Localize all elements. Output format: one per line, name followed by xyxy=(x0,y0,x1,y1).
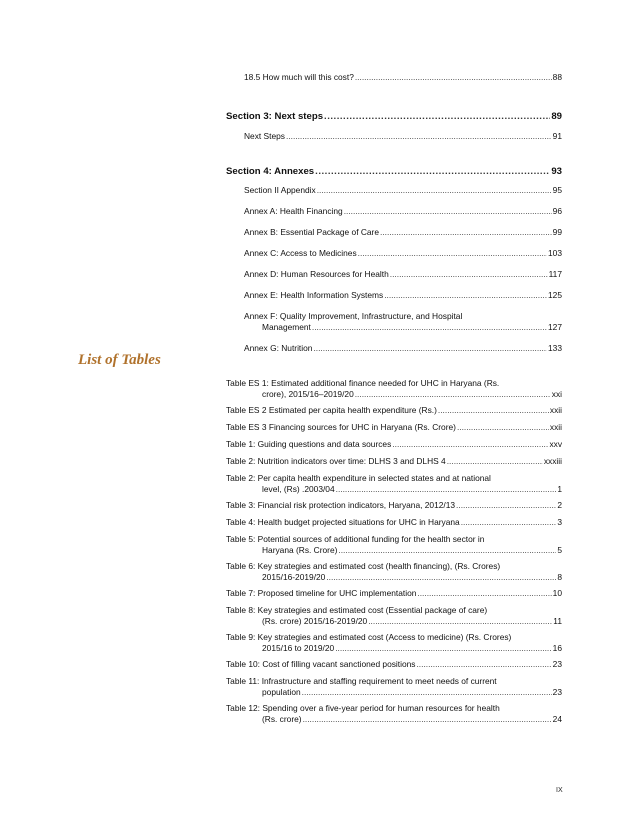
table-entry-line2: population xyxy=(262,687,301,697)
table-entry[interactable] xyxy=(226,534,562,556)
dot-leader xyxy=(457,422,549,433)
table-entry-page: 2 xyxy=(557,500,562,510)
table-entry-line2: (Rs. crore) xyxy=(262,714,302,724)
toc-section-4-heading[interactable] xyxy=(226,166,562,177)
table-entry-cont xyxy=(226,643,562,654)
table-entry-line1: Table 9: Key strategies and estimated cost (Access to medicine) (Rs. Crores) xyxy=(226,632,512,642)
table-entry[interactable] xyxy=(226,378,562,400)
table-entry[interactable] xyxy=(226,659,562,670)
toc-item-next-steps[interactable] xyxy=(226,131,562,142)
dot-leader xyxy=(338,545,556,556)
table-entry-line2: Haryana (Rs. Crore) xyxy=(262,545,338,555)
table-entry-cont xyxy=(226,545,562,556)
table-entry-page: 23 xyxy=(552,659,562,669)
toc-item-page: 99 xyxy=(552,227,562,237)
table-entry-cont xyxy=(226,616,562,627)
table-entry-page: xxii xyxy=(549,422,562,432)
table-entry-line1: Table ES 1: Estimated additional finance needed for UHC in Haryana (Rs. xyxy=(226,378,500,388)
dot-leader xyxy=(416,659,551,670)
toc-item-title: Annex C: Access to Medicines xyxy=(244,248,357,258)
toc-item-annex[interactable] xyxy=(226,185,562,196)
table-entry-page: 10 xyxy=(552,588,562,598)
toc-item-page: 117 xyxy=(548,269,562,279)
table-entry-page: xxi xyxy=(551,389,562,399)
table-entry-page: 23 xyxy=(552,687,562,697)
dot-leader xyxy=(312,322,547,333)
table-entry[interactable] xyxy=(226,456,562,467)
table-entry-page: 5 xyxy=(557,545,562,555)
dot-leader xyxy=(326,572,556,583)
table-entry-line2: crore), 2015/16–2019/20 xyxy=(262,389,354,399)
dot-leader xyxy=(461,517,557,528)
table-entry-page: 3 xyxy=(557,517,562,527)
table-entry[interactable] xyxy=(226,405,562,416)
toc-item-annex[interactable] xyxy=(226,290,562,301)
toc-item-title-line1: Annex F: Quality Improvement, Infrastructure, and Hospital xyxy=(244,311,463,321)
table-entry-page: xxxiii xyxy=(543,456,562,466)
dot-leader xyxy=(380,227,552,238)
toc-item-annex[interactable] xyxy=(226,206,562,217)
toc-item-title: Annex B: Essential Package of Care xyxy=(244,227,380,237)
table-entry-title: Table 1: Guiding questions and data sources xyxy=(226,439,392,449)
dot-leader xyxy=(390,269,548,280)
toc-item-page: 88 xyxy=(552,72,562,82)
dot-leader xyxy=(344,206,552,217)
table-entry[interactable] xyxy=(226,500,562,511)
toc-item-annex[interactable] xyxy=(226,269,562,280)
table-entry-line2: (Rs. crore) 2015/16-2019/20 xyxy=(262,616,368,626)
toc-item-title: Annex A: Health Financing xyxy=(244,206,343,216)
toc-item-title: Annex D: Human Resources for Health xyxy=(244,269,389,279)
table-entry-line1: Table 11: Infrastructure and staffing requirement to meet needs of current xyxy=(226,676,497,686)
table-entry-cont xyxy=(226,389,562,400)
table-entry[interactable] xyxy=(226,422,562,433)
list-of-tables-heading: List of Tables xyxy=(78,352,161,368)
dot-leader xyxy=(355,389,551,400)
table-entry-title: Table ES 2 Estimated per capita health expenditure (Rs.) xyxy=(226,405,437,415)
toc-item-title-line2: Management xyxy=(262,322,311,332)
table-entry[interactable] xyxy=(226,632,562,654)
table-entry[interactable] xyxy=(226,676,562,698)
table-entry-cont xyxy=(226,572,562,583)
table-entry-title: Table 2: Nutrition indicators over time: DLHS 3 and DLHS 4 xyxy=(226,456,446,466)
toc-section-page: 89 xyxy=(551,111,562,122)
toc-item-page: 127 xyxy=(548,322,562,332)
table-entry-title: Table ES 3 Financing sources for UHC in Haryana (Rs. Crore) xyxy=(226,422,456,432)
toc-item-annex[interactable] xyxy=(226,227,562,238)
dot-leader xyxy=(392,439,548,450)
table-entry-page: xxv xyxy=(549,439,562,449)
toc-section-3-heading[interactable] xyxy=(226,111,562,122)
page-number: IX xyxy=(556,787,563,794)
dot-leader xyxy=(317,185,552,196)
toc-item-page: 96 xyxy=(552,206,562,216)
table-entry-title: Table 3: Financial risk protection indicators, Haryana, 2012/13 xyxy=(226,500,456,510)
table-entry-cont xyxy=(226,714,562,725)
toc-section-title: Section 4: Annexes xyxy=(226,166,315,177)
table-entry[interactable] xyxy=(226,588,562,599)
toc-section-page: 93 xyxy=(551,166,562,177)
dot-leader xyxy=(368,616,552,627)
toc-section-3 xyxy=(226,111,562,142)
dot-leader xyxy=(447,456,543,467)
table-entry-cont xyxy=(226,687,562,698)
toc-item-page: 125 xyxy=(548,290,562,300)
dot-leader xyxy=(336,484,557,495)
table-entry[interactable] xyxy=(226,473,562,495)
dot-leader xyxy=(438,405,549,416)
dot-leader xyxy=(358,248,547,259)
toc-item-18-5[interactable] xyxy=(226,72,562,83)
table-entry[interactable] xyxy=(226,439,562,450)
toc-item-title: 18.5 How much will this cost? xyxy=(244,72,354,82)
toc-item-page: 103 xyxy=(548,248,562,258)
table-entry-page: 16 xyxy=(552,643,562,653)
table-entry-title: Table 7: Proposed timeline for UHC implementation xyxy=(226,588,417,598)
toc-top xyxy=(226,72,562,83)
table-entry[interactable] xyxy=(226,517,562,528)
dot-leader xyxy=(324,111,550,122)
toc-section-4 xyxy=(226,166,562,354)
table-entry-line1: Table 6: Key strategies and estimated cost (health financing), (Rs. Crores) xyxy=(226,561,501,571)
table-entry-line1: Table 12: Spending over a five-year period for human resources for health xyxy=(226,703,500,713)
table-entry-line1: Table 5: Potential sources of additional funding for the health sector in xyxy=(226,534,485,544)
toc-item-title: Next Steps xyxy=(244,131,285,141)
dot-leader xyxy=(302,687,552,698)
table-entry-line2: level, (Rs) .2003/04 xyxy=(262,484,335,494)
toc-item-annex[interactable] xyxy=(226,248,562,259)
table-entry[interactable] xyxy=(226,703,562,725)
table-entry-line1: Table 8: Key strategies and estimated cost (Essential package of care) xyxy=(226,605,488,615)
dot-leader xyxy=(303,714,552,725)
dot-leader xyxy=(355,72,552,83)
dot-leader xyxy=(315,166,550,177)
toc-item-page: 91 xyxy=(552,131,562,141)
dot-leader xyxy=(417,588,551,599)
toc-item-annex-f[interactable] xyxy=(226,311,562,333)
dot-leader xyxy=(384,290,547,301)
table-entry-line1: Table 2: Per capita health expenditure in selected states and at national xyxy=(226,473,491,483)
annex-list xyxy=(226,185,562,354)
toc-item-annex[interactable] xyxy=(226,343,562,354)
table-entry-page: 8 xyxy=(557,572,562,582)
toc-item-page: 95 xyxy=(552,185,562,195)
toc-item-title: Section II Appendix xyxy=(244,185,316,195)
table-entry-line2: 2015/16 to 2019/20 xyxy=(262,643,335,653)
toc-section-title: Section 3: Next steps xyxy=(226,111,324,122)
toc-item-title: Annex G: Nutrition xyxy=(244,343,313,353)
toc-item-title: Annex E: Health Information Systems xyxy=(244,290,384,300)
table-entry-title: Table 4: Health budget projected situations for UHC in Haryana xyxy=(226,517,460,527)
table-entry-title: Table 10: Cost of filling vacant sanctioned positions xyxy=(226,659,416,669)
toc-item-cont xyxy=(226,322,562,333)
table-entry-page: 11 xyxy=(553,616,562,626)
dot-leader xyxy=(313,343,547,354)
table-entry-page: 1 xyxy=(557,484,562,494)
table-entry[interactable] xyxy=(226,561,562,583)
dot-leader xyxy=(456,500,556,511)
toc-item-page: 133 xyxy=(548,343,562,353)
dot-leader xyxy=(335,643,551,654)
table-entry[interactable] xyxy=(226,605,562,627)
table-entry-page: 24 xyxy=(552,714,562,724)
table-entry-line2: 2015/16-2019/20 xyxy=(262,572,326,582)
tables-list xyxy=(226,378,562,725)
table-entry-cont xyxy=(226,484,562,495)
table-entry-page: xxii xyxy=(549,405,562,415)
dot-leader xyxy=(286,131,552,142)
